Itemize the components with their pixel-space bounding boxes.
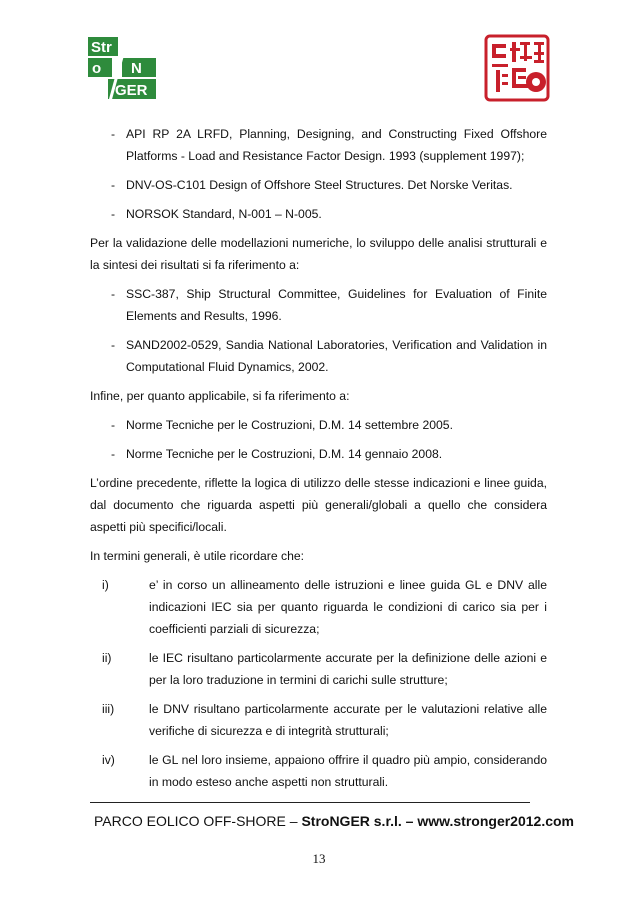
list-marker: - — [111, 418, 116, 432]
list-item-text: le DNV risultano particolarmente accurate per le valutazioni relative alle verifiche di sicurezza e di integrità strutturali; — [149, 702, 547, 738]
list-item-text: NORSOK Standard, N-001 – N-005. — [126, 207, 322, 221]
footer-text-bold: StroNGER s.r.l. – www.stronger2012.com — [301, 813, 575, 829]
svg-text:N: N — [131, 60, 142, 77]
list-marker: iii) — [102, 702, 115, 716]
list-marker: i) — [102, 578, 109, 592]
list-item — [90, 443, 547, 465]
paragraph: Per la validazione delle modellazioni numeriche, lo sviluppo delle analisi strutturali e la sintesi dei risultati si fa riferimento a: — [90, 236, 547, 272]
list-item-text: DNV-OS-C101 Design of Offshore Steel Structures. Det Norske Veritas. — [126, 178, 513, 192]
list-item-text: e’ in corso un allineamento delle istruzioni e linee guida GL e DNV alle indicazioni IEC sia per quanto riguarda le condizioni di carico sia per i coefficienti parziali di sicurezza; — [149, 578, 547, 636]
paragraph: L’ordine precedente, riflette la logica di utilizzo delle stesse indicazioni e linee guida, dal documento che riguarda aspetti più generali/globali a quello che considera aspetti più specifici/locali. — [90, 476, 547, 534]
list-item-text: SAND2002-0529, Sandia National Laboratories, Verification and Validation in Computational Fluid Dynamics, 2002. — [126, 338, 547, 374]
list-item-text: API RP 2A LRFD, Planning, Designing, and Constructing Fixed Offshore Platforms - Load and Resistance Factor Design. 1993 (supplement 1997); — [126, 127, 547, 163]
list-marker: - — [111, 447, 116, 461]
list-item-text: SSC-387, Ship Structural Committee, Guidelines for Evaluation of Finite Elements and Results, 1996. — [126, 287, 547, 323]
footer-text — [94, 813, 574, 829]
footer-text-plain: PARCO EOLICO OFF-SHORE – — [94, 813, 302, 829]
list-marker: ii) — [102, 651, 112, 665]
document-body — [90, 123, 547, 793]
list-item-text: le GL nel loro insieme, appaiono offrire il quadro più ampio, considerando in modo esteso anche aspetti non strutturali. — [149, 753, 547, 789]
list-item — [90, 174, 547, 196]
list-item — [90, 334, 547, 378]
list-item — [90, 414, 547, 436]
svg-text:Str: Str — [91, 39, 112, 56]
list-item — [90, 647, 547, 691]
list-item — [90, 283, 547, 327]
stronger-logo — [88, 35, 156, 101]
list-item — [90, 123, 547, 167]
list-marker: iv) — [102, 753, 115, 767]
list-marker: - — [111, 127, 116, 141]
list-item-text: Norme Tecniche per le Costruzioni, D.M. 14 gennaio 2008. — [126, 447, 443, 461]
paragraph: Infine, per quanto applicabile, si fa riferimento a: — [90, 389, 350, 403]
footer-divider — [90, 802, 530, 803]
svg-text:o: o — [92, 60, 102, 77]
list-item — [90, 749, 547, 793]
list-marker: - — [111, 338, 116, 352]
list-item — [90, 698, 547, 742]
svg-text:GER: GER — [115, 82, 148, 99]
list-item — [90, 203, 547, 225]
list-marker: - — [111, 178, 116, 192]
list-item-text: Norme Tecniche per le Costruzioni, D.M. 14 settembre 2005. — [126, 418, 453, 432]
list-item-text: le IEC risultano particolarmente accurate per la definizione delle azioni e per la loro traduzione in termini di carichi sulle strutture; — [149, 651, 547, 687]
list-marker: - — [111, 287, 116, 301]
paragraph: In termini generali, è utile ricordare che: — [90, 549, 305, 563]
list-marker: - — [111, 207, 116, 221]
page-number: 13 — [312, 851, 326, 866]
list-item — [90, 574, 547, 640]
red-seal-logo — [484, 34, 550, 102]
